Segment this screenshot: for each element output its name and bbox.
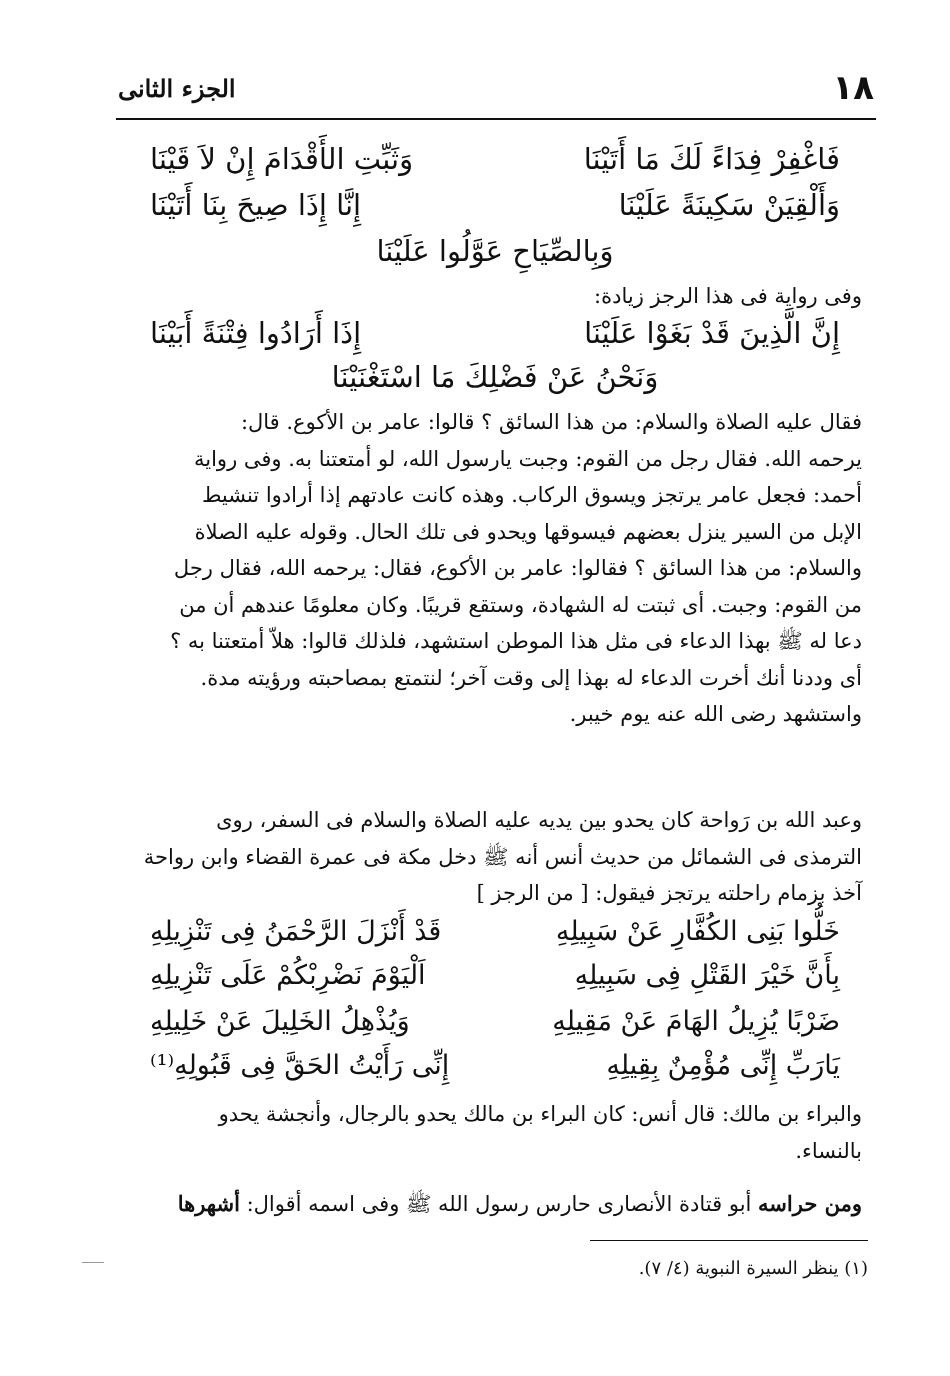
paragraph xyxy=(118,404,862,733)
text-line: بالنساء. xyxy=(795,1138,862,1163)
verse-second-hemistich: إِنَّا إِذَا صِيحَ بِنَا أَتَيْنَا xyxy=(150,188,362,222)
verse-first-hemistich: يَارَبِّ إِنِّى مُؤْمِنٌ بِقِيلِهِ xyxy=(606,1050,840,1081)
poem-verse xyxy=(150,960,840,1004)
poem-verse xyxy=(150,916,840,960)
poem-verse xyxy=(150,316,840,360)
poem-verse xyxy=(150,188,840,232)
header-rule xyxy=(116,118,876,120)
text-line: آخذ بزمام راحلته يرتجز فيقول: [ من الرجز ] xyxy=(476,881,862,905)
poem-verse xyxy=(150,360,840,404)
verse-second-hemistich: قَدْ أَنْزَلَ الرَّحْمَنُ فِى تَنْزِيلِهِ xyxy=(150,916,442,947)
poem-verse xyxy=(150,234,840,278)
verse-first-hemistich: ضَرْبًا يُزِيلُ الهَامَ عَنْ مَقِيلِهِ xyxy=(552,1006,840,1037)
verse-second-hemistich: إِذَا أَرَادُوا فِتْنَةً أَبَيْنَا xyxy=(150,316,362,350)
paragraph xyxy=(118,1186,862,1223)
verse-first-hemistich: بِأَنَّ خَيْرَ القَتْلِ فِى سَبِيلِهِ xyxy=(574,960,840,991)
verse-first-hemistich: خَلُّوا بَنِى الكُفَّارِ عَنْ سَبِيلِهِ xyxy=(555,916,840,947)
intro-line xyxy=(118,278,862,315)
text-line: والبراء بن مالك: قال أنس: كان البراء بن مالك يحدو بالرجال، وأنجشة يحدو xyxy=(218,1102,862,1126)
text-line: الإبل من السير ينزل بعضهم فيسوقها ويحدو فى تلك الحال. وقوله عليه الصلاة xyxy=(194,519,862,544)
text-line: واستشهد رضى الله عنه يوم خيبر. xyxy=(569,702,862,726)
text-line: الترمذى فى الشمائل من حديث أنس أنه ﷺ دخل مكة فى عمرة القضاء وابن رواحة xyxy=(143,844,862,869)
text-line: فقال عليه الصلاة والسلام: من هذا السائق ؟ قالوا: عامر بن الأكوع. قال: xyxy=(240,410,862,434)
page-number: ١٨ xyxy=(832,68,874,108)
verse-second-hemistich: إِنِّى رَأَيْتُ الحَقَّ فِى قَبُولِهِ⁽¹⁾ xyxy=(150,1050,450,1081)
bold-lead: ومن حراسه xyxy=(758,1191,862,1216)
paragraph xyxy=(118,1096,862,1169)
verse-first-hemistich: إِنَّ الَّذِينَ قَدْ بَغَوْا عَلَيْنَا xyxy=(584,316,840,350)
text-line: دعا له ﷺ بهذا الدعاء فى مثل هذا الموطن استشهد، فلذلك قالوا: هلاّ أمتعتنا به ؟ xyxy=(170,629,862,653)
verse-single-hemistich: وَنَحْنُ عَنْ فَضْلِكَ مَا اسْتَغْنَيْنَا xyxy=(331,360,659,394)
poem-verse xyxy=(150,1006,840,1050)
footnote-rule xyxy=(590,1240,868,1241)
text-line: والسلام: من هذا السائق ؟ فقالوا: عامر بن الأكوع، فقال: يرحمه الله، فقال رجل xyxy=(173,556,862,580)
verse-first-hemistich: فَاغْفِرْ فِدَاءً لَكَ مَا أَتَيْنَا xyxy=(583,142,840,176)
text-line: أى وددنا أنك أخرت الدعاء له بهذا إلى وقت آخر؛ لنتمتع بمصاحبته ورؤيته مدة. xyxy=(200,665,862,690)
poem-verse xyxy=(150,142,840,186)
text-line: من القوم: وجبت. أى ثبتت له الشهادة، وستقع قريبًا. وكان معلومًا عندهم أن من xyxy=(179,592,862,617)
footnote: (١) ينظر السيرة النبوية (٤/ ٧). xyxy=(638,1258,868,1279)
paragraph xyxy=(118,802,862,912)
verse-second-hemistich: اَلْيَوْمَ نَضْرِبْكُمْ عَلَى تَنْزِيلِهِ xyxy=(150,960,426,991)
text-line: وعبد الله بن رَواحة كان يحدو بين يديه عليه الصلاة والسلام فى السفر، روى xyxy=(216,808,862,832)
bold-tail: أشهرها xyxy=(177,1191,240,1216)
page-header xyxy=(118,68,874,108)
text-line: أحمد: فجعل عامر يرتجز ويسوق الركاب. وهذه كانت عادتهم إذا أرادوا تنشيط xyxy=(201,483,862,507)
poem-verse xyxy=(150,1050,840,1094)
text-line xyxy=(118,1186,862,1223)
verse-single-hemistich: وَبِالصِّيَاحِ عَوَّلُوا عَلَيْنَا xyxy=(376,234,614,268)
paragraph-text: أبو قتادة الأنصارى حارس رسول الله ﷺ وفى اسمه أقوال: xyxy=(239,1192,759,1216)
verse-second-hemistich: وَثَبِّتِ الأَقْدَامَ إِنْ لاَ قَيْنَا xyxy=(150,142,414,176)
margin-mark xyxy=(82,1262,104,1263)
verse-first-hemistich: وَأَلْقِيَنْ سَكِينَةً عَلَيْنَا xyxy=(618,188,840,222)
running-title: الجزء الثانى xyxy=(118,74,236,103)
text-line: وفى رواية فى هذا الرجز زيادة: xyxy=(594,284,862,308)
verse-second-hemistich: وَيُذْهِلُ الخَلِيلَ عَنْ خَلِيلِهِ xyxy=(150,1006,410,1037)
text-line: يرحمه الله. فقال رجل من القوم: وجبت يارسول الله، لو أمتعتنا به. وفى رواية xyxy=(193,446,862,471)
